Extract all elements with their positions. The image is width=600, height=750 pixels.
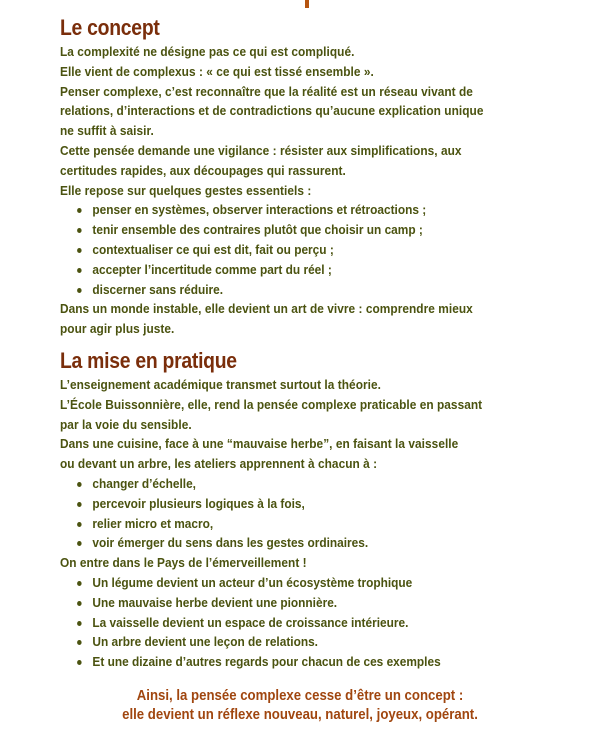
section-practice [60,347,550,672]
list-item [60,613,583,633]
paragraph-line: Elle vient de complexus : « ce qui est tissé ensemble ». [60,63,374,79]
section-concept [60,14,550,339]
list-item [60,260,583,280]
bullet-icon [77,601,82,606]
bullet-icon [77,268,82,273]
paragraph-line: Cette pensée demande une vigilance : résister aux simplifications, aux [60,142,462,158]
section-heading-practice: La mise en pratique [60,347,237,373]
list-item-text: relier micro et macro, [92,515,214,531]
list-item-text: discerner sans réduire. [92,281,224,297]
paragraph-line: Dans une cuisine, face à une “mauvaise herbe”, en faisant la vaisselle [60,436,459,452]
bullet-icon [77,482,82,487]
document-body [60,14,550,672]
list-item-text: accepter l’incertitude comme part du réel ; [92,261,332,277]
list-item [60,280,583,300]
list-item [60,593,583,613]
list-item [60,533,583,553]
wonder-examples-list [60,573,550,672]
concept-gestures-list [60,200,550,299]
list-item-text: Un arbre devient une leçon de relations. [92,634,318,650]
bullet-icon [77,621,82,626]
bullet-icon [77,581,82,586]
list-item [60,573,583,593]
list-item-text: contextualiser ce qui est dit, fait ou perçu ; [92,241,334,257]
conclusion-line: elle devient un réflexe nouveau, naturel, joyeux, opérant. [122,706,478,723]
list-item [60,632,583,652]
bullet-icon [77,288,82,293]
paragraph-line: pour agir plus juste. [60,321,175,337]
list-item [60,652,583,672]
list-item-text: Une mauvaise herbe devient une pionnière. [92,594,338,610]
list-item-text: percevoir plusieurs logiques à la fois, [92,495,305,511]
paragraph-line: relations, d’interactions et de contradictions qu’aucune explication unique [60,103,484,119]
paragraph-line: Dans un monde instable, elle devient un art de vivre : comprendre mieux [60,301,473,317]
list-item [60,200,583,220]
paragraph-line: certitudes rapides, aux découpages qui rassurent. [60,162,346,178]
paragraph-line: L’enseignement académique transmet surtout la théorie. [60,376,381,392]
paragraph-line: La complexité ne désigne pas ce qui est compliqué. [60,44,355,59]
paragraph-line: ne suffit à saisir. [60,123,154,139]
bullet-icon [77,660,82,665]
practice-skills-list [60,474,550,553]
list-item-text: voir émerger du sens dans les gestes ordinaires. [92,535,369,551]
paragraph-line: Elle repose sur quelques gestes essentiels : [60,182,312,198]
list-item [60,240,583,260]
list-item [60,220,583,240]
paragraph-line: On entre dans le Pays de l’émerveillement ! [60,555,307,571]
list-item-text: Un légume devient un acteur d’un écosystème trophique [92,574,413,590]
list-item-text: La vaisselle devient un espace de croissance intérieure. [92,614,409,630]
list-item-text: changer d’échelle, [92,475,196,491]
bullet-icon [77,248,82,253]
paragraph-line: par la voie du sensible. [60,416,192,432]
list-item [60,514,583,534]
conclusion [0,686,600,724]
paragraph-line: ou devant un arbre, les ateliers apprennent à chacun à : [60,456,378,472]
bullet-icon [77,640,82,645]
list-item [60,494,583,514]
list-item [60,474,583,494]
list-item-text: penser en systèmes, observer interactions et rétroactions ; [92,202,427,218]
bullet-icon [77,228,82,233]
paragraph-line: L’École Buissonnière, elle, rend la pensée complexe praticable en passant [60,396,483,412]
cropped-title-fragment [305,0,309,8]
bullet-icon [77,502,82,507]
list-item-text: tenir ensemble des contraires plutôt que choisir un camp ; [92,222,423,238]
paragraph-line: Penser complexe, c’est reconnaître que la réalité est un réseau vivant de [60,83,473,99]
list-item-text: Et une dizaine d’autres regards pour chacun de ces exemples [92,654,441,670]
bullet-icon [77,541,82,546]
bullet-icon [77,522,82,527]
bullet-icon [77,208,82,213]
section-heading-concept: Le concept [60,15,160,40]
conclusion-line: Ainsi, la pensée complexe cesse d’être un concept : [136,687,464,704]
